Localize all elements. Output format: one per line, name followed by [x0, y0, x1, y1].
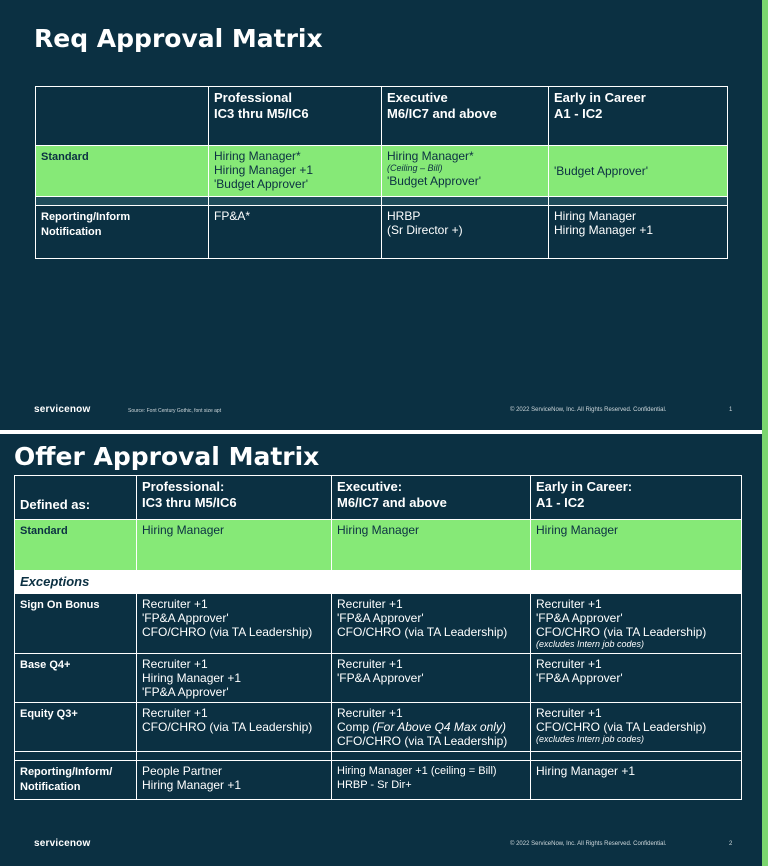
- row-label-reporting: Reporting/Inform Notification: [36, 206, 209, 259]
- row-label-sign-on-bonus: Sign On Bonus: [15, 594, 137, 654]
- slide-title: Req Approval Matrix: [34, 24, 323, 53]
- reporting-early-career: Hiring Manager +1: [531, 761, 742, 800]
- sign-on-professional: Recruiter +1 'FP&A Approver' CFO/CHRO (via TA Leadership): [137, 594, 332, 654]
- standard-professional: Hiring Manager* Hiring Manager +1 'Budget Approver': [209, 146, 382, 197]
- separator-row: [15, 752, 742, 761]
- servicenow-logo: servicenow: [34, 838, 91, 849]
- offer-approval-table: [14, 475, 742, 800]
- base-early-career: Recruiter +1 'FP&A Approver': [531, 654, 742, 703]
- header-executive: Executive: M6/IC7 and above: [332, 476, 531, 520]
- standard-early-career: Hiring Manager: [531, 520, 742, 571]
- separator-row: [36, 197, 728, 206]
- standard-executive: Hiring Manager* (Ceiling – Bill) 'Budget Approver': [382, 146, 549, 197]
- slide-title: Offer Approval Matrix: [14, 442, 320, 471]
- green-edge-strip: [762, 0, 768, 866]
- base-executive: Recruiter +1 'FP&A Approver': [332, 654, 531, 703]
- exceptions-header: Exceptions: [15, 571, 742, 594]
- header-early-career: Early in Career A1 - IC2: [549, 87, 728, 146]
- equity-early-career: Recruiter +1 CFO/CHRO (via TA Leadership) (excludes Intern job codes): [531, 703, 742, 752]
- page-number: 1: [729, 407, 733, 413]
- row-label-reporting: Reporting/Inform/ Notification: [15, 761, 137, 800]
- base-professional: Recruiter +1 Hiring Manager +1 'FP&A Approver': [137, 654, 332, 703]
- standard-executive: Hiring Manager: [332, 520, 531, 571]
- req-approval-table: [35, 86, 728, 259]
- standard-early-career: 'Budget Approver': [549, 146, 728, 197]
- sign-on-early-career: Recruiter +1 'FP&A Approver' CFO/CHRO (via TA Leadership) (excludes Intern job codes): [531, 594, 742, 654]
- header-professional: Professional IC3 thru M5/IC6: [209, 87, 382, 146]
- header-professional: Professional: IC3 thru M5/IC6: [137, 476, 332, 520]
- standard-professional: Hiring Manager: [137, 520, 332, 571]
- equity-professional: Recruiter +1 CFO/CHRO (via TA Leadership): [137, 703, 332, 752]
- offer-approval-slide: [0, 434, 762, 866]
- reporting-professional: FP&A*: [209, 206, 382, 259]
- row-label-equity-q3: Equity Q3+: [15, 703, 137, 752]
- defined-as-cell: Defined as:: [15, 476, 137, 520]
- corner-cell: [36, 87, 209, 146]
- reporting-executive: HRBP (Sr Director +): [382, 206, 549, 259]
- reporting-early-career: Hiring Manager Hiring Manager +1: [549, 206, 728, 259]
- source-note: Source: Font Century Gothic, font size apt: [128, 408, 222, 414]
- sign-on-executive: Recruiter +1 'FP&A Approver' CFO/CHRO (via TA Leadership): [332, 594, 531, 654]
- copyright: © 2022 ServiceNow, Inc. All Rights Reserved. Confidential.: [510, 407, 667, 413]
- reporting-professional: People Partner Hiring Manager +1: [137, 761, 332, 800]
- reporting-executive: Hiring Manager +1 (ceiling = Bill) HRBP - Sr Dir+: [332, 761, 531, 800]
- servicenow-logo: servicenow: [34, 404, 91, 415]
- copyright: © 2022 ServiceNow, Inc. All Rights Reserved. Confidential.: [510, 841, 667, 847]
- header-executive: Executive M6/IC7 and above: [382, 87, 549, 146]
- equity-executive: Recruiter +1 Comp (For Above Q4 Max only) CFO/CHRO (via TA Leadership): [332, 703, 531, 752]
- row-label-base-q4: Base Q4+: [15, 654, 137, 703]
- page-number: 2: [729, 841, 733, 847]
- req-approval-slide: [0, 0, 762, 430]
- header-early-career: Early in Career: A1 - IC2: [531, 476, 742, 520]
- row-label-standard: Standard: [36, 146, 209, 197]
- row-label-standard: Standard: [15, 520, 137, 571]
